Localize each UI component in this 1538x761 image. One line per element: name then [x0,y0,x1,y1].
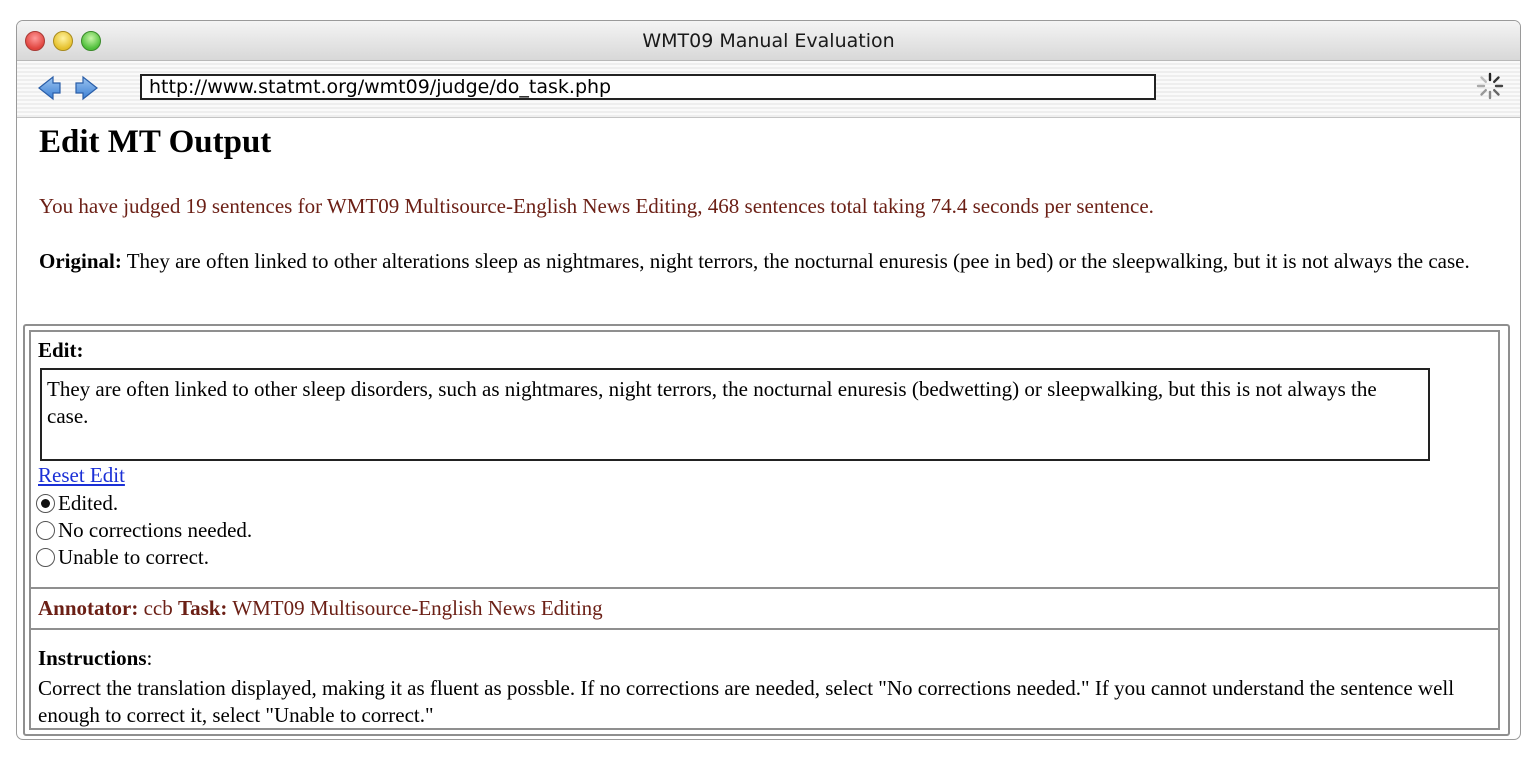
original-sentence [39,248,1504,275]
annotation-panel [29,589,1500,630]
status-message: You have judged 19 sentences for WMT09 Multisource-English News Editing, 468 sentences total taking 74.4 seconds per sentence. [39,194,1154,218]
radio-button[interactable] [36,521,55,540]
edit-form-box [23,324,1510,736]
spinner-icon [1475,71,1505,101]
instructions-heading [38,646,152,671]
title-bar [17,21,1520,61]
radio-button-checked[interactable] [36,494,55,513]
toolbar [17,61,1520,118]
url-input[interactable] [140,74,1156,100]
task-label: Task: [177,596,228,620]
reset-edit-link[interactable]: Reset Edit [38,463,125,487]
radio-unable-to-correct[interactable] [36,544,209,570]
radio-label: No corrections needed. [58,517,253,542]
radio-button[interactable] [36,548,55,567]
window-title: WMT09 Manual Evaluation [642,30,895,52]
page-title: Edit MT Output [39,124,272,160]
back-arrow-icon[interactable] [37,75,63,101]
page-content [17,118,1520,739]
instructions-text: Correct the translation displayed, making it as fluent as possble. If no corrections are needed, select "No corrections needed." If you cannot understand the sentence well enough to correct it, select "Unable to correct." [38,676,1455,727]
forward-arrow-icon[interactable] [73,75,99,101]
annotation-line [38,596,603,621]
annotator-name: ccb [138,596,178,620]
browser-window [16,20,1521,740]
instructions-panel [29,630,1500,730]
instructions-colon: : [146,646,153,670]
original-label: Original: [39,249,122,273]
edit-panel [29,330,1500,589]
edit-label: Edit: [38,338,84,362]
radio-label: Unable to correct. [58,544,210,569]
radio-label: Edited. [58,490,119,515]
annotator-label: Annotator: [38,596,139,620]
original-text: They are often linked to other alterations sleep as nightmares, night terrors, the nocturnal enuresis (pee in bed) or the sleepwalking, but it is not always the case. [121,249,1470,273]
edit-textarea[interactable] [40,368,1430,461]
instructions-heading-label: Instructions [38,646,147,670]
task-name: WMT09 Multisource-English News Editing [227,596,603,620]
radio-edited[interactable] [36,490,118,516]
radio-no-corrections[interactable] [36,517,252,543]
